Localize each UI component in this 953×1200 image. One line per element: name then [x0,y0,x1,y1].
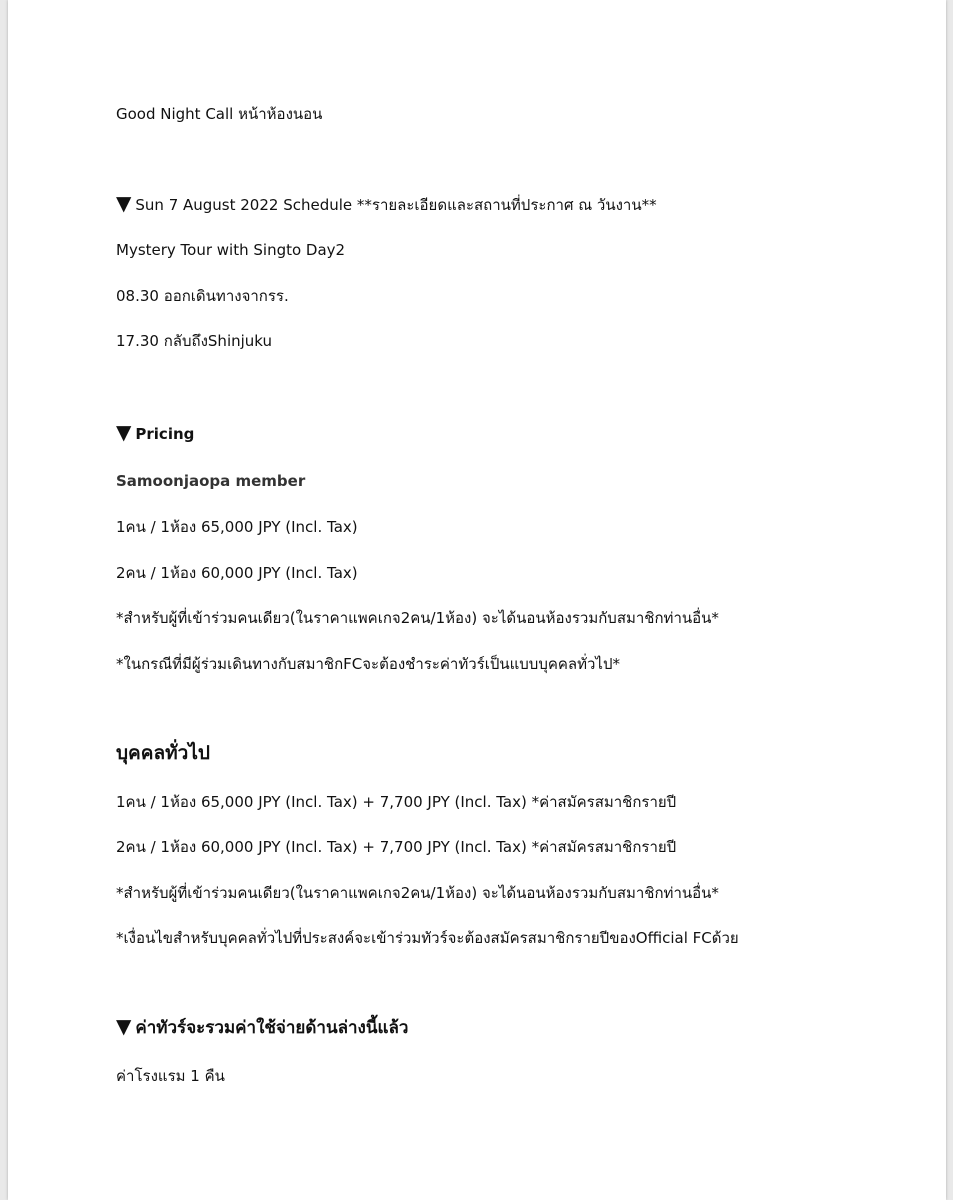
schedule-line: 08.30 ออกเดินทางจากรร. [116,287,289,305]
general-note: *สำหรับผู้ที่เข้าร่วมคนเดียว(ในราคาแพคเกจ2คน/1ห้อง) จะได้นอนห้องรวมกับสมาชิกท่านอื่น* [116,884,719,902]
schedule-line: 17.30 กลับถึงShinjuku [116,332,273,350]
includes-heading-text: ค่าทัวร์จะรวมค่าใช้จ่ายด้านล่างนี้แล้ว [135,1018,409,1038]
schedule-line: Mystery Tour with Singto Day2 [116,241,346,259]
pricing-heading [116,422,194,444]
document-page [8,0,946,1200]
pricing-heading-text: Pricing [135,425,195,443]
general-price-line: 1คน / 1ห้อง 65,000 JPY (Incl. Tax) + 7,700 JPY (Incl. Tax) *ค่าสมัครสมาชิกรายปี [116,793,677,811]
member-price-line: 2คน / 1ห้อง 60,000 JPY (Incl. Tax) [116,564,358,582]
document-title: Good Night Call หน้าห้องนอน [116,105,323,123]
general-note: *เงื่อนไขสำหรับบุคคลทั่วไปที่ประสงค์จะเข้าร่วมทัวร์จะต้องสมัครสมาชิกรายปีของOfficial FCด้วย [116,929,739,947]
member-label: Samoonjaopa member [116,472,306,490]
schedule-heading [116,193,657,215]
general-price-line: 2คน / 1ห้อง 60,000 JPY (Incl. Tax) + 7,700 JPY (Incl. Tax) *ค่าสมัครสมาชิกรายปี [116,838,677,856]
member-note: *สำหรับผู้ที่เข้าร่วมคนเดียว(ในราคาแพคเกจ2คน/1ห้อง) จะได้นอนห้องรวมกับสมาชิกท่านอื่น* [116,609,719,627]
triangle-down-icon: ▼ [116,420,132,444]
triangle-down-icon: ▼ [116,191,132,215]
schedule-heading-text: Sun 7 August 2022 Schedule **รายละเอียดและสถานที่ประกาศ ณ วันงาน** [135,196,657,214]
triangle-down-icon: ▼ [116,1014,132,1038]
member-price-line: 1คน / 1ห้อง 65,000 JPY (Incl. Tax) [116,518,358,536]
general-heading: บุคคลทั่วไป [116,742,210,764]
includes-line: ค่าโรงแรม 1 คืน [116,1067,225,1085]
includes-heading [116,1016,408,1038]
member-note: *ในกรณีที่มีผู้ร่วมเดินทางกับสมาชิกFCจะต้องชำระค่าทัวร์เป็นแบบบุคคลทั่วไป* [116,655,620,673]
